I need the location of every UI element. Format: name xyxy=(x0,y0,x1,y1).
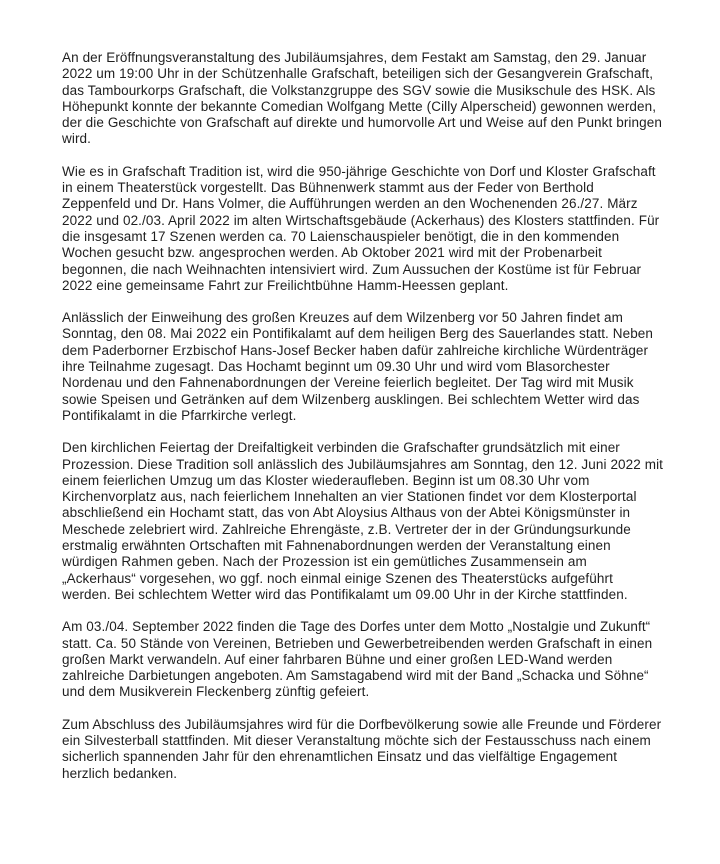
document-paragraph: Anlässlich der Einweihung des großen Kreuzes auf dem Wilzenberg vor 50 Jahren findet am Sonntag, den 08. Mai 2022 ein Pontifikalamt auf dem heiligen Berg des Sauerlandes statt. Neben dem Paderborner Erzbischof Hans-Josef Becker haben dafür zahlreiche kirchliche Würdenträger ihre Teilnahme zugesagt. Das Hochamt beginnt um 09.30 Uhr und wird vom Blasorchester Nordenau und den Fahnenabordnungen der Vereine feierlich begleitet. Der Tag wird mit Musik sowie Speisen und Getränken auf dem Wilzenberg ausklingen. Bei schlechtem Wetter wird das Pontifikalamt in die Pfarrkirche verlegt. xyxy=(62,310,654,423)
document-paragraph: An der Eröffnungsveranstaltung des Jubiläumsjahres, dem Festakt am Samstag, den 29. Januar 2022 um 19:00 Uhr in der Schützenhalle Grafschaft, beteiligen sich der Gesangverein Grafschaft, das Tambourkorps Grafschaft, die Volkstanzgruppe des SGV sowie die Musikschule des HSK. Als Höhepunkt konnte der bekannte Comedian Wolfgang Mette (Cilly Alperscheid) gewonnen werden, der die Geschichte von Grafschaft auf direkte und humorvolle Art und Weise auf den Punkt bringen wird. xyxy=(62,50,662,147)
document-paragraph: Am 03./04. September 2022 finden die Tage des Dorfes unter dem Motto „Nostalgie und Zukunft“ statt. Ca. 50 Stände von Vereinen, Betrieben und Gewerbetreibenden werden Grafschaft in einen großen Markt verwandeln. Auf einer fahrbaren Bühne und einer großen LED-Wand werden zahlreiche Darbietungen angeboten. Am Samstagabend wird mit der Band „Schacka und Söhne“ und dem Musikverein Fleckenberg zünftig gefeiert. xyxy=(62,619,653,700)
document-paragraph: Wie es in Grafschaft Tradition ist, wird die 950-jährige Geschichte von Dorf und Kloster Grafschaft in einem Theaterstück vorgestellt. Das Bühnenwerk stammt aus der Feder von Berthold Zeppenfeld und Dr. Hans Volmer, die Aufführungen werden an den Wochenenden 26./27. März 2022 und 02./03. April 2022 im alten Wirtschaftsgebäude (Ackerhaus) des Klosters stattfinden. Für die insgesamt 17 Szenen werden ca. 70 Laienschauspieler benötigt, die in den kommenden Wochen gesucht bzw. angesprochen werden. Ab Oktober 2021 wird mit der Probenarbeit begonnen, die nach Weihnachten intensiviert wird. Zum Aussuchen der Kostüme ist für Februar 2022 eine gemeinsame Fahrt zur Freilichtbühne Hamm-Heessen geplant. xyxy=(62,163,660,293)
document-body xyxy=(62,50,664,798)
document-paragraph: Den kirchlichen Feiertag der Dreifaltigkeit verbinden die Grafschafter grundsätzlich mit einer Prozession. Diese Tradition soll anlässlich des Jubiläumsjahres am Sonntag, den 12. Juni 2022 mit einem feierlichen Umzug um das Kloster wiederaufleben. Beginn ist um 08.30 Uhr vom Kirchenvorplatz aus, nach feierlichem Innehalten an vier Stationen findet vor dem Klosterportal abschließend ein Hochamt statt, das von Abt Aloysius Althaus von der Abtei Königsmünster in Meschede zelebriert wird. Zahlreiche Ehrengäste, z.B. Vertreter der in der Gründungsurkunde erstmalig erwähnten Ortschaften mit Fahnenabordnungen werden der Veranstaltung einen würdigen Rahmen geben. Nach der Prozession ist ein gemütliches Zusammensein am „Ackerhaus“ vorgesehen, wo ggf. noch einmal einige Szenen des Theaterstücks aufgeführt werden. Bei schlechtem Wetter wird das Pontifikalamt um 09.00 Uhr in der Kirche stattfinden. xyxy=(62,440,664,602)
document-paragraph: Zum Abschluss des Jubiläumsjahres wird für die Dorfbevölkerung sowie alle Freunde und Förderer ein Silvesterball stattfinden. Mit dieser Veranstaltung möchte sich der Festausschuss nach einem sicherlich spannenden Jahr für den ehrenamtlichen Einsatz und das vielfältige Engagement herzlich bedanken. xyxy=(62,716,662,781)
